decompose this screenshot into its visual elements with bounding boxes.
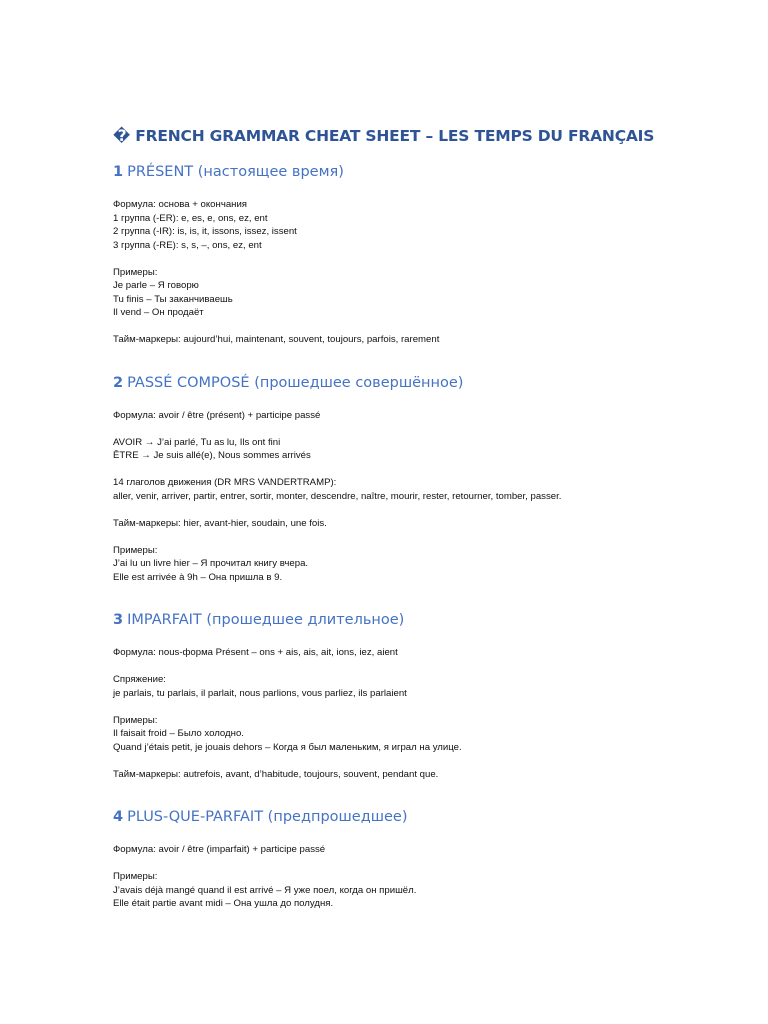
examples-block bbox=[113, 544, 733, 585]
conjugation-block bbox=[113, 673, 733, 700]
motion-verbs-line: aller, venir, arriver, partir, entrer, sortir, monter, descendre, naître, mourir, rester, retourner, tomber, passer. bbox=[113, 490, 562, 502]
examples-line: Примеры: bbox=[113, 266, 158, 278]
document-body bbox=[113, 124, 733, 911]
auxiliary-line: ÊTRE → Je suis allé(e), Nous sommes arrivés bbox=[113, 450, 311, 461]
examples-line: J’avais déjà mangé quand il est arrivé – Я уже поел, когда он пришёл. bbox=[113, 884, 417, 896]
section-number: 1 bbox=[113, 164, 124, 180]
examples-line: Примеры: bbox=[113, 544, 158, 556]
section-heading-passe-compose bbox=[113, 371, 733, 395]
time-markers: Тайм-маркеры: aujourd’hui, maintenant, souvent, toujours, parfois, rarement bbox=[113, 334, 440, 345]
motion-verbs-block bbox=[113, 476, 733, 503]
formula-line: Формула: nous-форма Présent – ons + ais, ais, ait, ions, iez, aient bbox=[113, 647, 398, 658]
examples-line: J’ai lu un livre hier – Я прочитал книгу вчера. bbox=[113, 558, 309, 569]
section-number: 2 bbox=[113, 374, 124, 391]
examples-line: Примеры: bbox=[113, 714, 158, 726]
time-markers: Тайм-маркеры: hier, avant-hier, soudain, une fois. bbox=[113, 517, 327, 529]
formula-line: Формула: avoir / être (imparfait) + participe passé bbox=[113, 844, 326, 855]
examples-line: Elle est arrivée à 9h – Она пришла в 9. bbox=[113, 571, 283, 583]
formula-line: 3 группа (-RE): s, s, –, ons, ez, ent bbox=[113, 239, 262, 251]
section-title: PLUS-QUE-PARFAIT (предпрошедшее) bbox=[127, 809, 408, 825]
auxiliary-block bbox=[113, 436, 733, 463]
examples-line: Je parle – Я говорю bbox=[113, 280, 199, 291]
examples-line: Il vend – Он продаёт bbox=[113, 307, 204, 318]
examples-block bbox=[113, 266, 733, 320]
examples-block bbox=[113, 870, 733, 911]
examples-block bbox=[113, 714, 733, 755]
formula-line: Формула: основа + окончания bbox=[113, 199, 248, 210]
auxiliary-line: AVOIR → J’ai parlé, Tu as lu, Ils ont fini bbox=[113, 436, 281, 448]
document-title: � FRENCH GRAMMAR CHEAT SHEET – LES TEMPS DU FRANÇAIS bbox=[113, 127, 655, 145]
formula-line: 1 группа (-ER): e, es, e, ons, ez, ent bbox=[113, 212, 268, 224]
examples-line: Quand j’étais petit, je jouais dehors – Когда я был маленьким, я играл на улице. bbox=[113, 741, 462, 753]
section-heading-imparfait bbox=[113, 608, 733, 632]
formula-line: 2 группа (-IR): is, is, it, issons, issez, issent bbox=[113, 226, 297, 237]
motion-verbs-line: 14 глаголов движения (DR MRS VANDERTRAMP): bbox=[113, 477, 337, 488]
formula-block bbox=[113, 198, 733, 252]
examples-line: Elle était partie avant midi – Она ушла до полудня. bbox=[113, 898, 334, 909]
section-number: 3 bbox=[113, 612, 124, 628]
examples-line: Примеры: bbox=[113, 871, 158, 882]
section-heading-present bbox=[113, 160, 733, 184]
formula-line: Формула: avoir / être (présent) + participe passé bbox=[113, 409, 321, 421]
time-markers: Тайм-маркеры: autrefois, avant, d’habitude, toujours, souvent, pendant que. bbox=[113, 768, 439, 780]
section-title: PASSÉ COMPOSÉ (прошедшее совершённое) bbox=[127, 374, 464, 391]
section-title: IMPARFAIT (прошедшее длительное) bbox=[127, 612, 405, 628]
examples-line: Il faisait froid – Было холодно. bbox=[113, 728, 244, 739]
conjugation-line: Спряжение: bbox=[113, 674, 166, 685]
section-number: 4 bbox=[113, 809, 124, 825]
conjugation-line: je parlais, tu parlais, il parlait, nous parlions, vous parliez, ils parlaient bbox=[113, 687, 407, 699]
section-title: PRÉSENT (настоящее время) bbox=[127, 164, 344, 180]
section-heading-plus-que-parfait bbox=[113, 805, 733, 829]
examples-line: Tu finis – Ты заканчиваешь bbox=[113, 293, 233, 305]
